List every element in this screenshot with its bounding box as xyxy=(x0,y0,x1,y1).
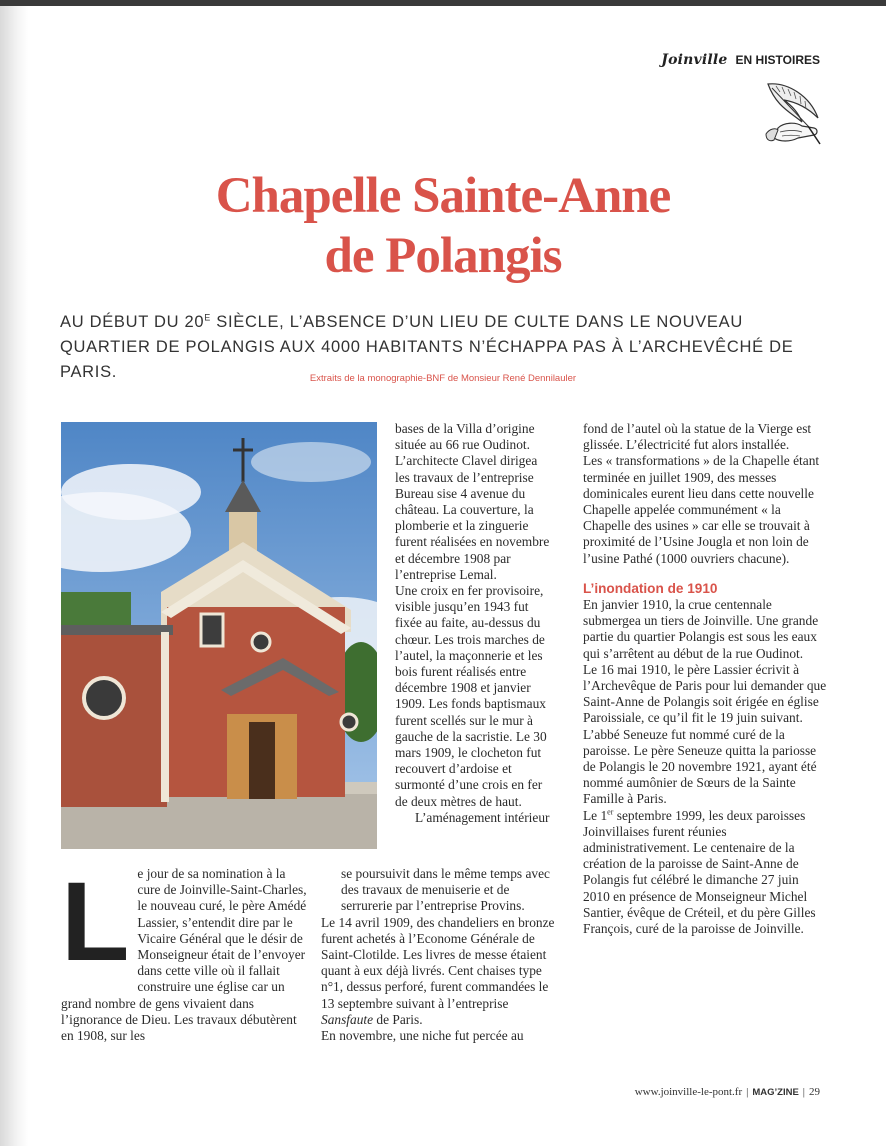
paragraph: L’aménagement intérieur xyxy=(415,809,550,825)
article-title xyxy=(0,166,886,286)
column-2-top xyxy=(395,421,553,826)
paragraph: Une croix en fer provisoire, visible jusqu’en 1943 fut fixée au faite, au-dessus du chœur. Les trois marches de l’autel, la maçonnerie et les bois furent réalisés entre décembre 1908 et janvier 1909. Les fonds baptismaux furent scellés sur le mur à gauche de la sacristie. Le 30 mars 1909, le clocheton fut recouvert d’ardoise et surmonté d’une crois en fer de deux mètres de haut. xyxy=(395,583,547,809)
top-rule xyxy=(0,0,886,6)
paragraph: En novembre, une niche fut percée au xyxy=(321,1028,524,1044)
column-3 xyxy=(583,421,828,937)
paragraph: Les « transformations » de la Chapelle étant terminée en juillet 1909, des messes dominicales eurent lieu dans cette nouvelle Chapelle appelée communément « la Chapelle des usines » car elle se trouvait à proximité de l’Usine Jougla et non loin de l’usine Pathé (1000 ouvriers chacune). xyxy=(583,453,820,566)
page-number: 29 xyxy=(809,1086,820,1098)
section-label: EN HISTOIRES xyxy=(735,53,820,67)
drop-cap: L xyxy=(61,859,130,984)
chapel-photo xyxy=(61,422,377,849)
column-1-intro xyxy=(61,859,307,1044)
title-line-1: Chapelle Sainte-Anne xyxy=(215,168,671,224)
separator: | xyxy=(746,1086,749,1098)
paragraph: L’architecte Clavel dirigea les travaux de l’entreprise Bureau sise 4 avenue du château. La couverture, la plomberie et la zinguerie furent réalisées en novembre et décembre 1908 par l’entreprise Lemal. xyxy=(395,453,550,582)
text-run: de Paris. xyxy=(373,1011,423,1027)
paragraph xyxy=(583,808,828,938)
paragraph: En janvier 1910, la crue centennale submergea un tiers de Joinville. Une grande partie du quartier Polangis est sous les eaux qui s’arrêtent au début de la rue Oudinot. xyxy=(583,597,819,661)
italic-name: Sansfaute xyxy=(321,1011,374,1027)
lead-text-1: AU DÉBUT DU 20 xyxy=(60,313,205,331)
text-run: Le 1 xyxy=(583,807,608,823)
section-subheading: L’inondation de 1910 xyxy=(583,580,718,596)
paragraph: fond de l’autel où la statue de la Vierge est glissée. L’électricité fut alors installée. xyxy=(583,421,812,453)
source-credit: Extraits de la monographie-BNF de Monsieur René Dennilauler xyxy=(309,373,577,384)
text-run: septembre 1999, les deux paroisses Joinvillaises furent réunies administrativement. Le centenaire de la création de la paroisse de Saint-Anne de Polangis fut célébré le dimanche 27 juin 2010 en présence de Monseigneur Michel Santier, évêque de Créteil, et du père Gilles François, curé de la paroisse de Joinville. xyxy=(583,807,816,937)
page-footer xyxy=(635,1086,820,1098)
title-line-2: de Polangis xyxy=(324,228,562,284)
paragraph: Le 16 mai 1910, le père Lassier écrivit à l’Archevêque de Paris pour lui demander que Saint-Anne de Polangis soit érigée en église Paroissiale, ce qu’il fit le 19 juin suivant. xyxy=(583,661,827,726)
lead-text-2: SIÈCLE, L’ABSENCE D’UN LIEU DE CULTE DANS LE NOUVEAU QUARTIER DE POLANGIS AUX 4000 HABITANTS N’ÉCHAPPA PAS À L’ARCHEVÊCHÉ DE PARIS. xyxy=(60,313,794,381)
section-header xyxy=(661,52,820,68)
paragraph: se poursuivit dans le même temps avec des travaux de menuiserie et de serrurerie par l’entreprise Provins. xyxy=(341,866,550,914)
separator: | xyxy=(802,1086,805,1098)
paragraph: L’abbé Seneuze fut nommé curé de la paroisse. Le père Seneuze quitta la pariosse de Polangis le 20 novembre 1921, ayant été nommé aumônier de Sœurs de la Sainte Famille à Paris. xyxy=(583,726,817,807)
quill-hand-icon xyxy=(758,78,826,150)
magazine-name: MAG’ZINE xyxy=(752,1087,799,1098)
brand-wordmark: Joinville xyxy=(661,52,728,68)
column-2-bottom xyxy=(321,866,556,1044)
text-run: Le 14 avril 1909, des chandeliers en bronze furent achetés à l’Econome Générale de Saint-Clotilde. Les livres de messe étaient quant à eux déjà livrés. Cent chaises type n°1, dessus perforé, furent commandées le 13 septembre suivant à l’entreprise xyxy=(321,914,555,1011)
paragraph: bases de la Villa d’origine située au 66 rue Oudinot. xyxy=(395,421,535,453)
website-url: www.joinville-le-pont.fr xyxy=(634,1086,743,1098)
paragraph xyxy=(321,915,556,1028)
ordinal-superscript: er xyxy=(607,807,614,817)
intro-paragraph: e jour de sa nomination à la cure de Joinville-Saint-Charles, le nouveau curé, le père Amédé Lassier, s’entendit dire par le Vicaire Général que le désir de Monseigneur était de l’envoyer dans cette ville où il fallait construire une église car un grand nombre de gens vivaient dans l’ignorance de Dieu. Les travaux débutèrent en 1908, sur les xyxy=(61,866,307,1044)
lead-superscript: E xyxy=(204,312,211,323)
